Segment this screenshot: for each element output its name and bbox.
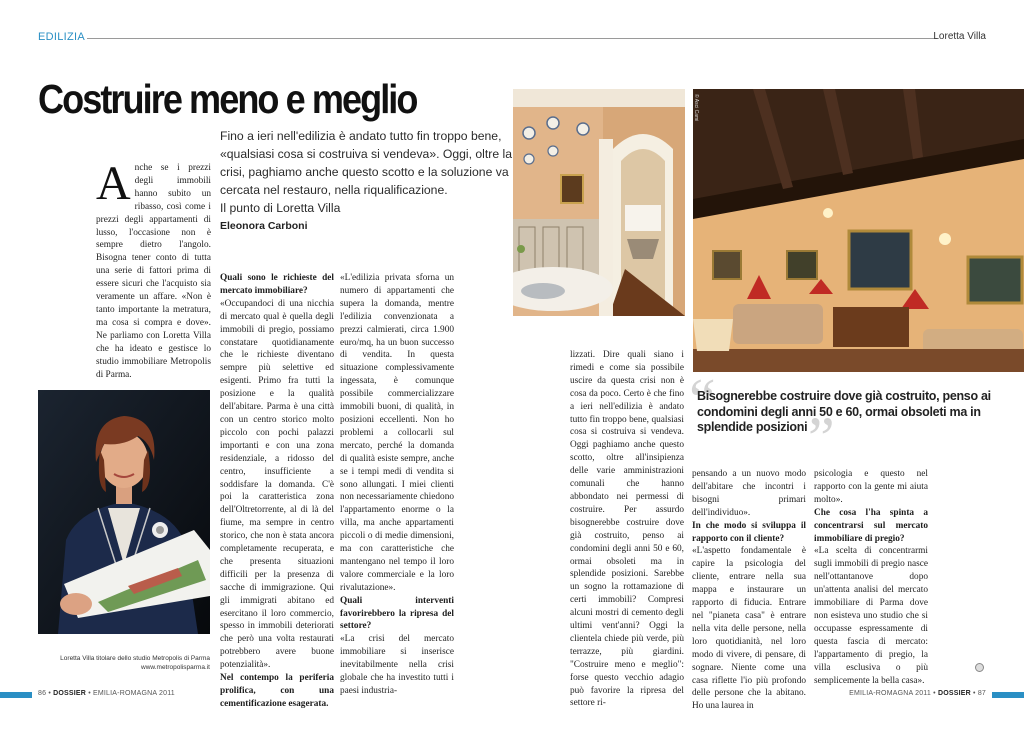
- interview-question: In che modo si sviluppa il rapporto con il cliente?: [692, 520, 806, 544]
- quote-close-icon: ”: [808, 405, 835, 471]
- footer-section-left: DOSSIER: [53, 690, 87, 697]
- interior-photo-living: [693, 89, 1024, 372]
- interview-answer: «L'aspetto fondamentale è capire la psicologia del cliente, entrare nella sua mappa e instaurare un rapporto di fiducia. Entrare nel "pianeta casa" è entrare nella vita delle persone, nella loro quotidianità, nel loro modo di vivere, di pensare, di sognare. Niente come una casa riflette l'io più profondo delle persone che la abitano. Ho una laurea in: [692, 546, 806, 712]
- portrait-photo: [38, 390, 210, 634]
- header-rule: [87, 38, 937, 39]
- photo-caption: [38, 654, 210, 672]
- footer-left: 86 • DOSSIER • EMILIA-ROMAGNA 2011: [38, 690, 175, 697]
- page-number-left: 86: [38, 690, 47, 697]
- article-column-d: [692, 468, 806, 713]
- lead-line: crisi, paghiamo anche questo scotto e la soluzione va: [220, 165, 509, 179]
- intro-column: [96, 157, 211, 381]
- footer-edition-left: EMILIA-ROMAGNA 2011: [93, 690, 175, 697]
- interview-answer: «La scelta di concentrarmi sugli immobili di pregio nasce nell'ottantanove dopo un'attenta analisi del mercato immobiliare di Parma dove non esisteva uno studio che si occupasse espressamente di questa fascia di mercato: l'appartamento di pregio, la villa esclusiva o più semplicemente la bella casa».: [814, 546, 928, 686]
- article-title: Costruire meno e meglio: [38, 76, 417, 122]
- interview-question: Che cosa l'ha spinta a concentrarsi sul mercato immobiliare di pregio?: [814, 507, 928, 544]
- footer-edition-right: EMILIA-ROMAGNA 2011: [849, 690, 931, 697]
- header-author: Loretta Villa: [933, 31, 986, 42]
- footer-accent-left: [0, 692, 32, 698]
- photo-credit: © Asci Cami: [693, 94, 699, 122]
- interview-question: Quali sono le richieste del mercato immobiliare?: [220, 273, 334, 296]
- portrait-illustration: [38, 390, 210, 634]
- lead-line: Il punto di Loretta Villa: [220, 201, 341, 215]
- byline: Eleonora Carboni: [220, 220, 308, 232]
- footer-accent-right: [992, 692, 1024, 698]
- footer-right: EMILIA-ROMAGNA 2011 • DOSSIER • 87: [849, 690, 986, 697]
- section-label: EDILIZIA: [38, 31, 86, 43]
- intro-text: nche se i prezzi degli immobili hanno subito un ribasso, così come i prezzi degli appartamenti di lusso, l'occasione non è sempre dietro l'angolo. Bisogna tener conto di tutta una serie di fattori prima di essere sicuri che l'acquisto sia veramente un affare. «Non è tanto importante la metratura, ma cosa si compra e dove». Ne parliamo con Loretta Villa che ha ideato e gestisce lo studio immobiliare Metropolis di Parma.: [96, 163, 211, 380]
- page-number-right: 87: [977, 690, 986, 697]
- article-column-e: [814, 468, 928, 687]
- lead-line: «qualsiasi cosa si costruiva si vendeva». Oggi, oltre la: [220, 147, 512, 161]
- interview-question: Nel contempo la periferia prolifica, con una cementificazione esagerata.: [220, 673, 334, 709]
- lead-line: cercata nel restauro, nella riqualificazione.: [220, 183, 448, 197]
- caption-url: www.metropolisparma.it: [141, 664, 210, 671]
- interview-answer: «La crisi del mercato immobiliare si inserisce inevitabilmente nella crisi globale che ha investito tutti i paesi industria-: [340, 634, 454, 696]
- interview-answer: psicologia e questo nel rapporto con la gente mi aiuta molto».: [814, 469, 928, 505]
- interview-answer: «L'edilizia privata sforna un numero di appartamenti che supera la domanda, mentre l'edilizia convenzionata a prezzi calmierati, circa 1.900 euro/mq, ha un buon successo di vendita. In questa situazione complessivamente ingessata, è comunque possibile commercializzare immobili buoni, di qualità, in posizioni eccellenti. Non ho problemi a collocarli sul mercato, perché la domanda di qualità esiste sempre, anche se i tempi medi di vendita si sono allungati. I miei clienti non necessariamente chiedono l'appartamento enorme o la villa, ma anche appartamenti piccoli o di medie dimensioni, ma con caratteristiche che mantengano nel tempo il loro valore commerciale e la loro rivalutazione».: [340, 273, 454, 593]
- interview-answer: lizzati. Dire quali siano i rimedi e come sia possibile uscire da questa crisi non è cosa da poco. Certo è che fino a ieri nell'edilizia è andato tutto fin troppo bene, qualsiasi cosa si costruiva si vendeva. Oggi paghiamo anche questo scotto, oltre all'insipienza delle varie amministrazioni comunali che hanno abbondato nei permessi di costruire. Per assurdo bisognerebbe costruire dove già costruito, penso ai condomini degli anni 50 e 60, ormai obsoleti ma in splendide posizioni. Sarebbe un sogno la rottamazione di certi immobili? Compresi alcuni mostri di cemento degli ultimi vent'anni? Oggi la clientela chiede più verde, più terrazze, più giardini. "Costruire meno e meglio": forse questo vecchio adagio può favorire la ripresa del settore ri-: [570, 350, 684, 709]
- footer-section-right: DOSSIER: [937, 690, 971, 697]
- article-column-a: [220, 272, 334, 711]
- interior-photo-dining: [513, 89, 685, 316]
- lead-line: Fino a ieri nell'edilizia è andato tutto fin troppo bene,: [220, 129, 502, 143]
- end-of-article-icon: [975, 663, 984, 672]
- interview-answer: pensando a un nuovo modo dell'abitare che incontri i bisogni primari dell'individuo».: [692, 469, 806, 518]
- article-column-c: [570, 349, 684, 710]
- article-lead: [220, 127, 512, 217]
- caption-text: Loretta Villa titolare dello studio Metropolis di Parma: [60, 655, 210, 662]
- quote-open-icon: “: [689, 367, 716, 433]
- article-column-b: [340, 272, 454, 698]
- living-room-illustration: [693, 89, 1024, 372]
- interview-question: Quali interventi favorirebbero la ripresa del settore?: [340, 595, 454, 632]
- drop-cap: A: [96, 157, 131, 210]
- dining-illustration: [513, 89, 685, 316]
- pull-quote: Bisognerebbe costruire dove già costruito, penso ai condomini degli anni 50 e 60, ormai obsoleti ma in splendide posizioni: [697, 389, 991, 434]
- interview-answer: «Occupandoci di una nicchia di mercato qual è quella degli immobili di pregio, possiamo constatare quotidianamente che le richieste diventano sempre più selettive ed esigenti. Primo fra tutti la posizione e la qualità dell'abitare. Parma è una città con un centro storico molto piccolo con pochi palazzi importanti e con una zona residenziale, a ridosso del centro, insufficiente a soddisfare la domanda. C'è poi la caratteristica zona dell'Oltretorrente, al di là del fiume, ma sempre in centro storico, che non è stata ancora completamente recuperata, e che presenta situazioni difficili per la presenza di sacche di immigrazione. Qui gli immigrati abitano ed esercitano il loro commercio, spesso in immobili deteriorati che però una volta restaurati potrebbero avere buone potenzialità».: [220, 298, 334, 671]
